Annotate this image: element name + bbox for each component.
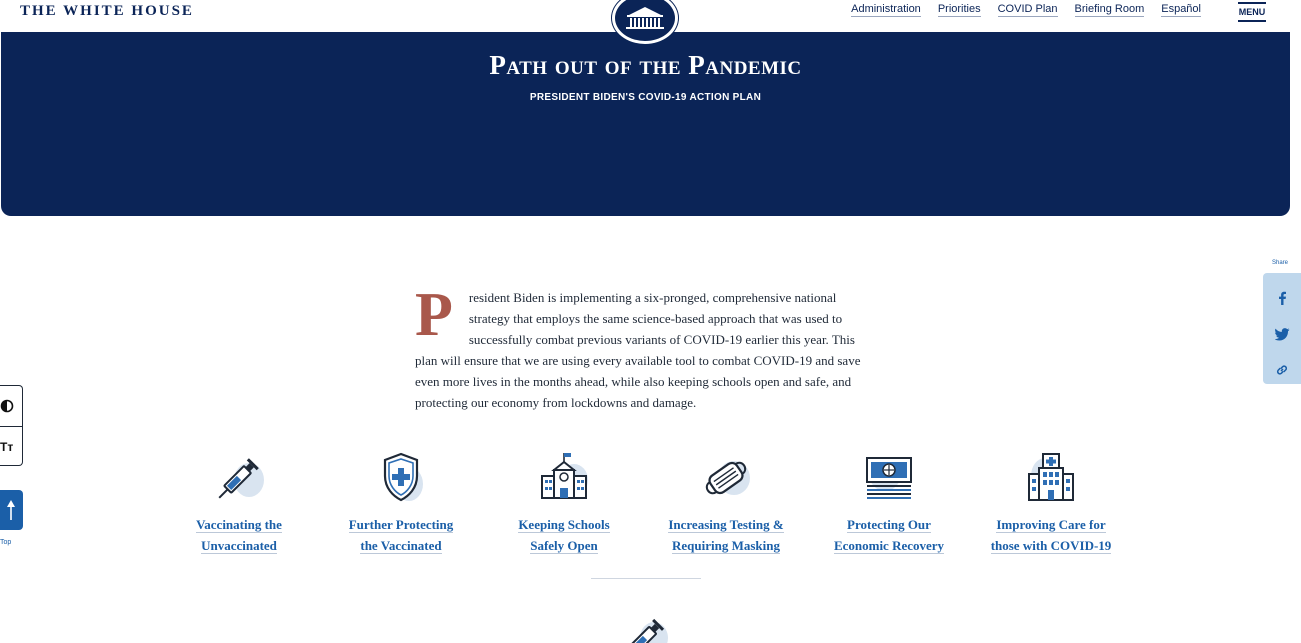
action-label-line2: Requiring Masking [672,538,780,553]
action-vaccinating[interactable] [158,450,320,556]
intro-text: resident Biden is implementing a six-pronged, comprehensive national strategy that employs the same science-based approach that was used to successfully combat previous variants of COVID-19 earlier this year. This plan will ensure that we are using every available tool to combat COVID-19 and save even more lives in the months ahead, while also keeping schools open and safe, and protecting our economy from lockdowns and damage. [415,290,861,410]
nav-espanol[interactable]: Español [1161,3,1201,15]
mask-icon [696,450,756,506]
section-divider [591,578,701,579]
school-icon [534,450,594,506]
menu-button[interactable]: MENU [1238,2,1266,22]
nav-briefing-room[interactable]: Briefing Room [1074,3,1145,15]
intro-paragraph [415,281,880,413]
dropcap: P [415,281,453,349]
action-improving-care[interactable] [970,450,1132,556]
share-link-button[interactable] [1263,355,1301,385]
action-testing-masking[interactable] [645,450,807,556]
syringe-icon [618,608,672,643]
action-label-line2: Economic Recovery [833,538,945,553]
syringe-icon [209,450,269,506]
action-label-line2: Safely Open [530,538,598,553]
link-icon [1275,363,1289,377]
action-label-line1: Protecting Our [847,517,931,532]
action-label-line1: Keeping Schools [518,517,610,532]
back-to-top-button[interactable] [0,490,23,530]
money-icon [859,450,919,506]
text-size-button[interactable] [0,426,22,466]
action-label-line1: Improving Care for [996,517,1106,532]
action-label-line2: the Vaccinated [360,538,442,553]
action-label-line2: those with COVID-19 [990,538,1112,553]
page-subtitle: PRESIDENT BIDEN'S COVID-19 ACTION PLAN [529,92,762,103]
action-protecting-vaccinated[interactable] [320,450,482,556]
action-label-line1: Increasing Testing & [668,517,784,532]
accessibility-tools [0,385,23,466]
contrast-icon [0,399,14,413]
nav-administration[interactable]: Administration [851,3,921,15]
shield-icon [371,450,431,506]
site-name[interactable]: THE WHITE HOUSE [20,3,194,19]
facebook-icon [1277,291,1287,305]
share-label: Share [1272,260,1289,266]
share-facebook-button[interactable] [1263,283,1301,313]
action-plan-links [158,450,1158,560]
nav-covid-plan[interactable]: COVID Plan [997,3,1058,15]
twitter-icon [1275,328,1290,341]
arrow-up-icon [6,499,16,521]
hospital-icon [1021,450,1081,506]
action-schools[interactable] [483,450,645,556]
main-nav [851,3,1201,17]
action-economic-recovery[interactable] [808,450,970,556]
hero-banner [1,32,1290,216]
text-size-icon: Tт [0,439,14,454]
action-label-line1: Vaccinating the [196,517,282,532]
contrast-toggle-button[interactable] [0,386,22,426]
action-label-line1: Further Protecting [348,517,454,532]
page-title: Path out of the Pandemic [489,50,802,80]
nav-priorities[interactable]: Priorities [937,3,981,15]
share-twitter-button[interactable] [1263,319,1301,349]
action-label-line2: Unvaccinated [201,538,277,553]
back-to-top-label: Top [0,539,12,546]
share-panel [1263,273,1301,384]
